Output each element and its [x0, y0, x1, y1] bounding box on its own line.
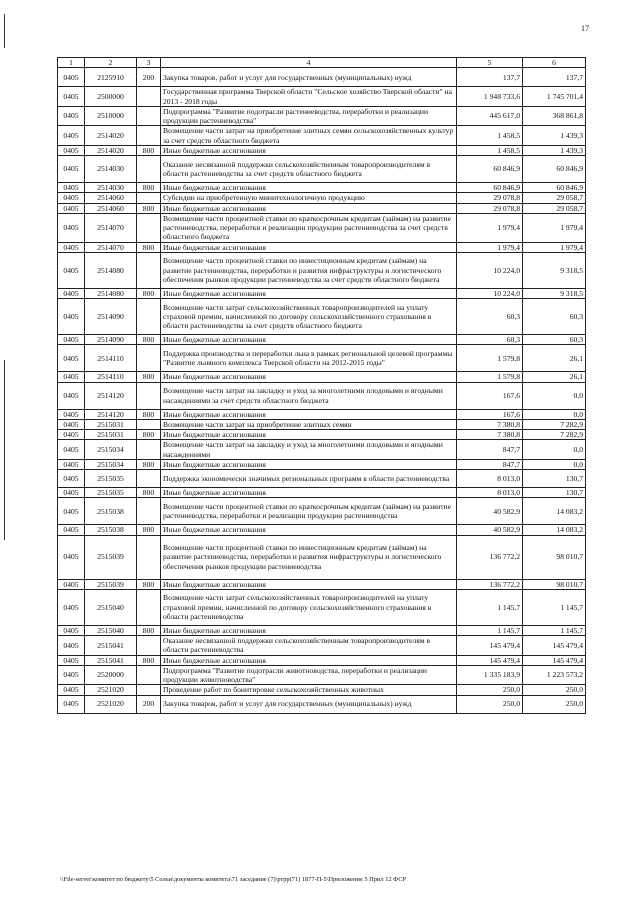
cell-target-code: 2514080 — [85, 288, 137, 298]
cell-section-code: 0405 — [58, 252, 85, 288]
table-row — [58, 409, 586, 419]
table-row — [58, 579, 586, 589]
table-row — [58, 535, 586, 579]
cell-target-code: 2514110 — [85, 345, 137, 372]
cell-item-name: Иные бюджетные ассигнования — [161, 335, 457, 345]
cell-expense-type: 800 — [137, 203, 161, 213]
column-header: 2 — [85, 58, 137, 68]
cell-expense-type: 800 — [137, 655, 161, 665]
cell-item-name: Оказание несвязанной поддержки сельскохозяйственным товаропроизводителям в области растениеводства за счет средств областного бюджета — [161, 156, 457, 183]
cell-expense-type — [137, 470, 161, 488]
cell-item-name: Иные бюджетные ассигнования — [161, 409, 457, 419]
cell-section-code: 0405 — [58, 288, 85, 298]
cell-expense-type — [137, 252, 161, 288]
table-row — [58, 625, 586, 635]
cell-amount-col6: 26,1 — [523, 372, 586, 382]
cell-item-name: Возмещение части процентной ставки по краткосрочным кредитам (займам) на развитие растениеводства, переработки и реализации продукции растениеводства — [161, 498, 457, 525]
cell-section-code: 0405 — [58, 655, 85, 665]
cell-amount-col5: 8 013,0 — [457, 488, 523, 498]
column-header: 1 — [58, 58, 85, 68]
cell-section-code: 0405 — [58, 409, 85, 419]
cell-target-code: 2510000 — [85, 106, 137, 126]
cell-target-code: 2515035 — [85, 488, 137, 498]
cell-amount-col6: 14 083,2 — [523, 498, 586, 525]
cell-amount-col5: 29 078,8 — [457, 193, 523, 203]
cell-target-code: 2515041 — [85, 655, 137, 665]
cell-amount-col5: 137,7 — [457, 68, 523, 87]
cell-amount-col5: 1 979,4 — [457, 213, 523, 242]
cell-amount-col6: 60,3 — [523, 335, 586, 345]
cell-item-name: Иные бюджетные ассигнования — [161, 459, 457, 469]
cell-amount-col5: 29 078,8 — [457, 203, 523, 213]
cell-item-name: Иные бюджетные ассигнования — [161, 625, 457, 635]
table-row — [58, 106, 586, 126]
table-row — [58, 430, 586, 440]
cell-section-code: 0405 — [58, 695, 85, 713]
cell-target-code: 2514020 — [85, 126, 137, 146]
cell-amount-col6: 60 846,9 — [523, 183, 586, 193]
cell-section-code: 0405 — [58, 665, 85, 685]
cell-amount-col6: 0,0 — [523, 440, 586, 460]
cell-target-code: 2515034 — [85, 459, 137, 469]
cell-expense-type — [137, 345, 161, 372]
cell-section-code: 0405 — [58, 126, 85, 146]
cell-item-name: Возмещение части затрат на закладку и уход за многолетними плодовыми и ягодными насаждениями за счет средств областного бюджета — [161, 382, 457, 409]
column-header: 6 — [523, 58, 586, 68]
cell-item-name: Иные бюджетные ассигнования — [161, 288, 457, 298]
cell-target-code: 2514030 — [85, 183, 137, 193]
cell-expense-type — [137, 419, 161, 429]
cell-item-name: Иные бюджетные ассигнования — [161, 430, 457, 440]
cell-amount-col6: 29 058,7 — [523, 193, 586, 203]
cell-section-code: 0405 — [58, 470, 85, 488]
cell-target-code: 2514090 — [85, 335, 137, 345]
table-row — [58, 382, 586, 409]
cell-section-code: 0405 — [58, 498, 85, 525]
cell-amount-col6: 1 145,7 — [523, 625, 586, 635]
cell-target-code: 2515031 — [85, 419, 137, 429]
cell-amount-col5: 250,0 — [457, 695, 523, 713]
cell-amount-col6: 7 282,9 — [523, 419, 586, 429]
cell-target-code: 2515035 — [85, 470, 137, 488]
cell-target-code: 2500000 — [85, 87, 137, 107]
cell-amount-col5: 250,0 — [457, 685, 523, 695]
cell-section-code: 0405 — [58, 213, 85, 242]
cell-amount-col5: 8 013,0 — [457, 470, 523, 488]
budget-table — [57, 57, 586, 714]
cell-expense-type: 800 — [137, 625, 161, 635]
cell-section-code: 0405 — [58, 242, 85, 252]
table-row — [58, 156, 586, 183]
cell-section-code: 0405 — [58, 382, 85, 409]
cell-target-code: 2515038 — [85, 498, 137, 525]
cell-expense-type: 800 — [137, 409, 161, 419]
cell-expense-type: 800 — [137, 335, 161, 345]
cell-item-name: Иные бюджетные ассигнования — [161, 488, 457, 498]
cell-expense-type: 800 — [137, 459, 161, 469]
cell-item-name: Поддержка производства и переработки льна в рамках региональной целевой программы "Развитие льняного комплекса Тверской области на 2012-2015 годы" — [161, 345, 457, 372]
cell-expense-type — [137, 106, 161, 126]
cell-section-code: 0405 — [58, 430, 85, 440]
cell-section-code: 0405 — [58, 459, 85, 469]
cell-expense-type — [137, 440, 161, 460]
cell-expense-type — [137, 535, 161, 579]
cell-item-name: Иные бюджетные ассигнования — [161, 183, 457, 193]
cell-target-code: 2514120 — [85, 382, 137, 409]
cell-amount-col5: 1 335 183,9 — [457, 665, 523, 685]
cell-amount-col5: 445 617,0 — [457, 106, 523, 126]
cell-expense-type: 800 — [137, 183, 161, 193]
cell-amount-col5: 145 479,4 — [457, 636, 523, 656]
cell-item-name: Возмещение части затрат сельскохозяйственных товаропроизводителей на уплату страховой премии, начисленной по договору сельскохозяйственного страхования в области растениеводства — [161, 589, 457, 625]
cell-target-code: 2515041 — [85, 636, 137, 656]
cell-expense-type — [137, 382, 161, 409]
cell-section-code: 0405 — [58, 193, 85, 203]
table-body — [58, 68, 586, 713]
cell-expense-type: 800 — [137, 288, 161, 298]
cell-item-name: Возмещение части процентной ставки по инвестиционным кредитам (займам) на развитие растениеводства, переработки и развития инфраструктуры и логистического обеспечения рынков продукции растениеводства за счет средств областного бюджета — [161, 252, 457, 288]
cell-target-code: 2515040 — [85, 625, 137, 635]
file-path-footer: \\File-server\комитет по бюджету\5 Сольи\документы комитета\71 заседание (7)\ргрр(71) 1877-П-5\Приложение 5 Прил 12 ФСР — [60, 876, 407, 883]
cell-section-code: 0405 — [58, 335, 85, 345]
cell-amount-col6: 9 318,5 — [523, 288, 586, 298]
cell-target-code: 2515031 — [85, 430, 137, 440]
table-row — [58, 470, 586, 488]
cell-amount-col5: 1 948 733,6 — [457, 87, 523, 107]
cell-amount-col6: 0,0 — [523, 409, 586, 419]
table-row — [58, 589, 586, 625]
cell-amount-col6: 145 479,4 — [523, 636, 586, 656]
cell-item-name: Иные бюджетные ассигнования — [161, 579, 457, 589]
cell-target-code: 2520000 — [85, 665, 137, 685]
cell-amount-col6: 0,0 — [523, 382, 586, 409]
cell-amount-col6: 1 745 701,4 — [523, 87, 586, 107]
cell-amount-col5: 60,3 — [457, 335, 523, 345]
cell-item-name: Закупка товаров, работ и услуг для государственных (муниципальных) нужд — [161, 695, 457, 713]
cell-amount-col6: 98 010,7 — [523, 535, 586, 579]
cell-amount-col5: 1 579,8 — [457, 345, 523, 372]
cell-amount-col5: 40 582,9 — [457, 498, 523, 525]
cell-amount-col6: 368 861,8 — [523, 106, 586, 126]
table-row — [58, 193, 586, 203]
cell-amount-col6: 1 979,4 — [523, 242, 586, 252]
cell-target-code: 2514070 — [85, 213, 137, 242]
cell-target-code: 2514090 — [85, 299, 137, 335]
table-row — [58, 288, 586, 298]
cell-amount-col5: 40 582,9 — [457, 525, 523, 535]
cell-expense-type — [137, 213, 161, 242]
left-margin-mark — [4, 360, 5, 540]
cell-expense-type — [137, 299, 161, 335]
cell-amount-col5: 1 979,4 — [457, 242, 523, 252]
cell-target-code: 2514080 — [85, 252, 137, 288]
table-row — [58, 665, 586, 685]
cell-section-code: 0405 — [58, 440, 85, 460]
cell-amount-col6: 130,7 — [523, 470, 586, 488]
cell-section-code: 0405 — [58, 299, 85, 335]
cell-section-code: 0405 — [58, 156, 85, 183]
cell-item-name: Возмещение части процентной ставки по краткосрочным кредитам (займам) на развитие растениеводства, переработки и реализации продукции растениеводства за счет средств областного бюджета — [161, 213, 457, 242]
cell-amount-col5: 7 380,8 — [457, 430, 523, 440]
table-row — [58, 685, 586, 695]
cell-amount-col6: 1 979,4 — [523, 213, 586, 242]
table-row — [58, 145, 586, 155]
cell-amount-col6: 130,7 — [523, 488, 586, 498]
cell-item-name: Иные бюджетные ассигнования — [161, 203, 457, 213]
cell-target-code: 2514060 — [85, 203, 137, 213]
column-header: 5 — [457, 58, 523, 68]
cell-target-code: 2515039 — [85, 579, 137, 589]
cell-amount-col6: 0,0 — [523, 459, 586, 469]
cell-amount-col5: 847,7 — [457, 440, 523, 460]
cell-amount-col6: 250,0 — [523, 685, 586, 695]
cell-target-code: 2125910 — [85, 68, 137, 87]
cell-item-name: Возмещение части затрат на приобретение элитных семян сельскохозяйственных культур за счет средств областного бюджета — [161, 126, 457, 146]
cell-target-code: 2515040 — [85, 589, 137, 625]
table-row — [58, 126, 586, 146]
cell-amount-col6: 137,7 — [523, 68, 586, 87]
table-row — [58, 345, 586, 372]
cell-section-code: 0405 — [58, 345, 85, 372]
cell-amount-col6: 29 058,7 — [523, 203, 586, 213]
page-number: 17 — [581, 24, 589, 33]
table-row — [58, 183, 586, 193]
cell-amount-col5: 10 224,0 — [457, 288, 523, 298]
cell-section-code: 0405 — [58, 625, 85, 635]
cell-target-code: 2515038 — [85, 525, 137, 535]
cell-section-code: 0405 — [58, 488, 85, 498]
cell-amount-col5: 60 846,9 — [457, 183, 523, 193]
left-margin-mark — [4, 14, 5, 48]
cell-expense-type — [137, 685, 161, 695]
cell-target-code: 2515039 — [85, 535, 137, 579]
cell-expense-type — [137, 126, 161, 146]
cell-item-name: Возмещение части затрат на приобретение элитных семян — [161, 419, 457, 429]
cell-amount-col6: 7 282,9 — [523, 430, 586, 440]
cell-target-code: 2514110 — [85, 372, 137, 382]
cell-expense-type — [137, 193, 161, 203]
cell-section-code: 0405 — [58, 525, 85, 535]
table-row — [58, 440, 586, 460]
cell-expense-type: 200 — [137, 695, 161, 713]
cell-expense-type: 800 — [137, 488, 161, 498]
cell-amount-col5: 60,3 — [457, 299, 523, 335]
table-row — [58, 242, 586, 252]
cell-expense-type — [137, 87, 161, 107]
table-row — [58, 335, 586, 345]
cell-expense-type — [137, 156, 161, 183]
cell-target-code: 2521020 — [85, 685, 137, 695]
column-header: 4 — [161, 58, 457, 68]
cell-section-code: 0405 — [58, 535, 85, 579]
cell-section-code: 0405 — [58, 372, 85, 382]
cell-amount-col5: 1 145,7 — [457, 589, 523, 625]
cell-item-name: Возмещение части затрат сельскохозяйственных товаропроизводителей на уплату страховой премии, начисленной по договору сельскохозяйственного страхования в области растениеводства за счет средств областного бюджета — [161, 299, 457, 335]
cell-target-code: 2515034 — [85, 440, 137, 460]
cell-amount-col6: 145 479,4 — [523, 655, 586, 665]
cell-expense-type: 800 — [137, 579, 161, 589]
cell-section-code: 0405 — [58, 183, 85, 193]
cell-section-code: 0405 — [58, 87, 85, 107]
cell-section-code: 0405 — [58, 419, 85, 429]
cell-expense-type: 800 — [137, 145, 161, 155]
cell-item-name: Субсидии на приобретенную минитехнологичную продукцию — [161, 193, 457, 203]
table-row — [58, 252, 586, 288]
cell-expense-type: 800 — [137, 242, 161, 252]
cell-amount-col6: 98 010,7 — [523, 579, 586, 589]
cell-item-name: Подпрограмма "Развитие подотрасли животноводства, переработки и реализации продукции животноводства" — [161, 665, 457, 685]
cell-expense-type: 800 — [137, 430, 161, 440]
cell-target-code: 2514060 — [85, 193, 137, 203]
table-row — [58, 636, 586, 656]
cell-section-code: 0405 — [58, 203, 85, 213]
cell-item-name: Поддержка экономически значимых региональных программ в области растениеводства — [161, 470, 457, 488]
cell-amount-col6: 1 439,3 — [523, 126, 586, 146]
table-row — [58, 372, 586, 382]
table-row — [58, 203, 586, 213]
cell-item-name: Иные бюджетные ассигнования — [161, 372, 457, 382]
table-row — [58, 68, 586, 87]
cell-amount-col6: 1 145,7 — [523, 589, 586, 625]
cell-expense-type: 800 — [137, 372, 161, 382]
cell-section-code: 0405 — [58, 145, 85, 155]
cell-target-code: 2521020 — [85, 695, 137, 713]
table-row — [58, 459, 586, 469]
cell-item-name: Иные бюджетные ассигнования — [161, 525, 457, 535]
cell-amount-col5: 136 772,2 — [457, 579, 523, 589]
cell-item-name: Подпрограмма "Развитие подотрасли растениеводства, переработки и реализации продукции растениеводства" — [161, 106, 457, 126]
cell-section-code: 0405 — [58, 589, 85, 625]
cell-item-name: Возмещение части процентной ставки по инвестиционным кредитам (займам) на развитие растениеводства, переработки и развития инфраструктуры и логистического обеспечения рынков продукции растениеводства — [161, 535, 457, 579]
cell-item-name: Иные бюджетные ассигнования — [161, 145, 457, 155]
cell-amount-col5: 1 579,8 — [457, 372, 523, 382]
table-header-row — [58, 58, 586, 68]
cell-amount-col5: 7 380,8 — [457, 419, 523, 429]
table-row — [58, 213, 586, 242]
table-row — [58, 498, 586, 525]
cell-amount-col6: 250,0 — [523, 695, 586, 713]
cell-section-code: 0405 — [58, 106, 85, 126]
cell-item-name: Проведение работ по бонитировке сельскохозяйственных животных — [161, 685, 457, 695]
cell-target-code: 2514070 — [85, 242, 137, 252]
cell-item-name: Иные бюджетные ассигнования — [161, 655, 457, 665]
cell-expense-type: 200 — [137, 68, 161, 87]
cell-expense-type — [137, 665, 161, 685]
cell-amount-col6: 9 318,5 — [523, 252, 586, 288]
table-row — [58, 87, 586, 107]
cell-item-name: Оказание несвязанной поддержки сельскохозяйственным товаропроизводителям в области растениеводства — [161, 636, 457, 656]
cell-amount-col5: 1 145,7 — [457, 625, 523, 635]
cell-expense-type — [137, 498, 161, 525]
cell-amount-col5: 10 224,0 — [457, 252, 523, 288]
cell-item-name: Возмещение части затрат на закладку и уход за многолетними плодовыми и ягодными насаждениями — [161, 440, 457, 460]
cell-amount-col5: 847,7 — [457, 459, 523, 469]
cell-target-code: 2514030 — [85, 156, 137, 183]
cell-amount-col6: 1 439,3 — [523, 145, 586, 155]
table-row — [58, 655, 586, 665]
cell-amount-col5: 1 458,5 — [457, 126, 523, 146]
cell-amount-col5: 167,6 — [457, 382, 523, 409]
cell-amount-col5: 1 458,5 — [457, 145, 523, 155]
cell-expense-type — [137, 589, 161, 625]
cell-amount-col5: 136 772,2 — [457, 535, 523, 579]
cell-amount-col6: 26,1 — [523, 345, 586, 372]
cell-amount-col5: 145 479,4 — [457, 655, 523, 665]
cell-amount-col6: 1 223 573,2 — [523, 665, 586, 685]
cell-amount-col6: 60,3 — [523, 299, 586, 335]
table-row — [58, 488, 586, 498]
cell-target-code: 2514120 — [85, 409, 137, 419]
table-row — [58, 525, 586, 535]
cell-item-name: Закупка товаров, работ и услуг для государственных (муниципальных) нужд — [161, 68, 457, 87]
cell-section-code: 0405 — [58, 685, 85, 695]
table-row — [58, 419, 586, 429]
cell-amount-col5: 167,6 — [457, 409, 523, 419]
cell-target-code: 2514020 — [85, 145, 137, 155]
cell-section-code: 0405 — [58, 636, 85, 656]
cell-amount-col5: 60 846,9 — [457, 156, 523, 183]
cell-expense-type: 800 — [137, 525, 161, 535]
cell-amount-col6: 14 083,2 — [523, 525, 586, 535]
cell-item-name: Государственная программа Тверской области "Сельское хозяйство Тверской области" на 2013 - 2018 годы — [161, 87, 457, 107]
table-row — [58, 695, 586, 713]
column-header: 3 — [137, 58, 161, 68]
cell-amount-col6: 60 846,9 — [523, 156, 586, 183]
cell-section-code: 0405 — [58, 579, 85, 589]
table-row — [58, 299, 586, 335]
cell-item-name: Иные бюджетные ассигнования — [161, 242, 457, 252]
cell-section-code: 0405 — [58, 68, 85, 87]
cell-expense-type — [137, 636, 161, 656]
